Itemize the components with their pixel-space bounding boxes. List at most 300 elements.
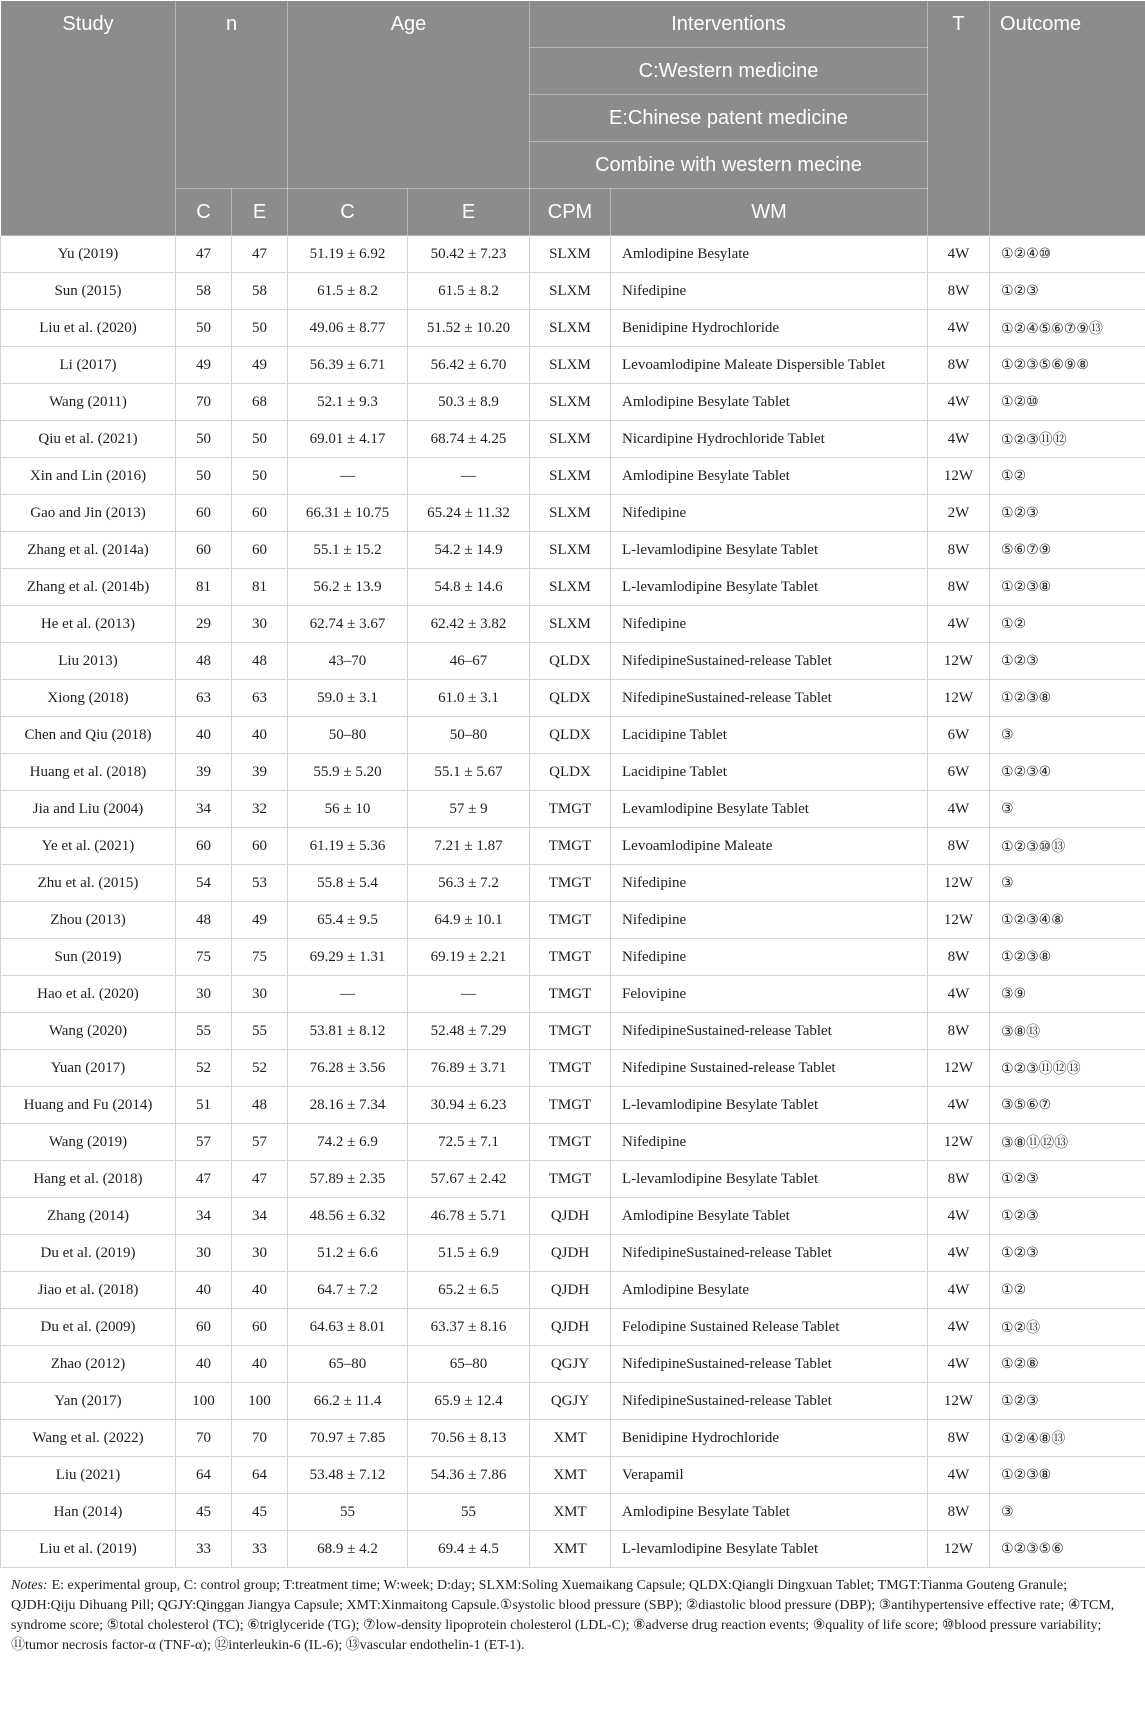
table-row (1, 1494, 1145, 1531)
cell-outcome: ③ (990, 717, 1145, 754)
cell-age-e: — (408, 458, 530, 495)
cell-study: Liu (2021) (1, 1457, 176, 1494)
cell-t: 12W (928, 680, 990, 717)
cell-n-c: 55 (176, 1013, 232, 1050)
cell-wm: NifedipineSustained-release Tablet (611, 1013, 928, 1050)
cell-age-c: 53.48 ± 7.12 (288, 1457, 408, 1494)
cell-n-e: 70 (232, 1420, 288, 1457)
cell-n-e: 48 (232, 643, 288, 680)
cell-t: 2W (928, 495, 990, 532)
cell-outcome: ③ (990, 791, 1145, 828)
cell-t: 12W (928, 458, 990, 495)
cell-cpm: TMGT (530, 1013, 611, 1050)
cell-study: Wang (2020) (1, 1013, 176, 1050)
cell-n-c: 63 (176, 680, 232, 717)
cell-wm: Nifedipine (611, 1124, 928, 1161)
table-row (1, 1198, 1145, 1235)
cell-cpm: SLXM (530, 347, 611, 384)
cell-age-c: 55 (288, 1494, 408, 1531)
cell-age-e: 69.4 ± 4.5 (408, 1531, 530, 1568)
cell-age-e: 51.52 ± 10.20 (408, 310, 530, 347)
cell-age-c: 53.81 ± 8.12 (288, 1013, 408, 1050)
cell-cpm: QJDH (530, 1309, 611, 1346)
cell-t: 8W (928, 828, 990, 865)
cell-age-c: 65–80 (288, 1346, 408, 1383)
cell-wm: Lacidipine Tablet (611, 754, 928, 791)
cell-study: Zhu et al. (2015) (1, 865, 176, 902)
cell-age-c: 52.1 ± 9.3 (288, 384, 408, 421)
cell-outcome: ①②③④⑧ (990, 902, 1145, 939)
cell-age-e: 61.0 ± 3.1 (408, 680, 530, 717)
cell-study: Xin and Lin (2016) (1, 458, 176, 495)
cell-age-e: 30.94 ± 6.23 (408, 1087, 530, 1124)
table-row (1, 1087, 1145, 1124)
table-row (1, 458, 1145, 495)
cell-study: Du et al. (2009) (1, 1309, 176, 1346)
cell-cpm: QLDX (530, 717, 611, 754)
cell-n-e: 75 (232, 939, 288, 976)
table-row (1, 421, 1145, 458)
cell-cpm: TMGT (530, 976, 611, 1013)
cell-outcome: ③ (990, 865, 1145, 902)
cell-t: 4W (928, 1346, 990, 1383)
cell-age-c: 64.63 ± 8.01 (288, 1309, 408, 1346)
cell-age-e: 72.5 ± 7.1 (408, 1124, 530, 1161)
cell-wm: Amlodipine Besylate Tablet (611, 1198, 928, 1235)
cell-cpm: TMGT (530, 1087, 611, 1124)
cell-age-e: 46–67 (408, 643, 530, 680)
table-row (1, 976, 1145, 1013)
cell-n-e: 63 (232, 680, 288, 717)
cell-t: 12W (928, 1531, 990, 1568)
cell-age-c: 74.2 ± 6.9 (288, 1124, 408, 1161)
cell-age-c: — (288, 976, 408, 1013)
cell-age-c: 51.19 ± 6.92 (288, 236, 408, 273)
cell-age-e: 56.3 ± 7.2 (408, 865, 530, 902)
cell-cpm: XMT (530, 1457, 611, 1494)
cell-study: Liu 2013) (1, 643, 176, 680)
cell-wm: Lacidipine Tablet (611, 717, 928, 754)
cell-age-c: 61.19 ± 5.36 (288, 828, 408, 865)
cell-study: Zhao (2012) (1, 1346, 176, 1383)
cell-outcome: ①②③⑪⑫⑬ (990, 1050, 1145, 1087)
cell-n-c: 33 (176, 1531, 232, 1568)
cell-t: 8W (928, 1420, 990, 1457)
cell-study: Huang and Fu (2014) (1, 1087, 176, 1124)
cell-t: 4W (928, 1235, 990, 1272)
cell-cpm: XMT (530, 1531, 611, 1568)
cell-cpm: QJDH (530, 1272, 611, 1309)
cell-study: Ye et al. (2021) (1, 828, 176, 865)
cell-age-c: 49.06 ± 8.77 (288, 310, 408, 347)
cell-wm: Nifedipine (611, 939, 928, 976)
cell-t: 8W (928, 347, 990, 384)
cell-n-c: 39 (176, 754, 232, 791)
table-row (1, 347, 1145, 384)
cell-n-c: 48 (176, 643, 232, 680)
cell-outcome: ①②③⑪⑫ (990, 421, 1145, 458)
cell-wm: Nifedipine (611, 902, 928, 939)
cell-study: Jiao et al. (2018) (1, 1272, 176, 1309)
cell-cpm: QLDX (530, 754, 611, 791)
cell-n-e: 47 (232, 236, 288, 273)
cell-wm: Felovipine (611, 976, 928, 1013)
cell-age-c: 76.28 ± 3.56 (288, 1050, 408, 1087)
cell-n-e: 52 (232, 1050, 288, 1087)
cell-age-e: 46.78 ± 5.71 (408, 1198, 530, 1235)
cell-cpm: SLXM (530, 421, 611, 458)
cell-n-e: 48 (232, 1087, 288, 1124)
notes-text: E: experimental group, C: control group; T:treatment time; W:week; D:day; SLXM:Soling Xuemaikang Capsule; QLDX:Qiangli Dingxuan Tablet; TMGT:Tianma Gouteng Granule; QJDH:Qiju Dihuang Pill; QGJY:Qinggan Jiangya Capsule; XMT:Xinmaitong Capsule.①systolic blood pressure (SBP); ②diastolic blood pressure (DBP); ③antihypertensive effective rate; ④TCM, syndrome score; ⑤total cholesterol (TC); ⑥triglyceride (TG); ⑦low-density lipoprotein cholesterol (LDL-C); ⑧adverse drug reaction events; ⑨quality of life score; ⑩blood pressure variability; ⑪tumor necrosis factor-α (TNF-α); ⑫interleukin-6 (IL-6); ⑬vascular endothelin-1 (ET-1). (11, 1578, 1115, 1653)
cell-wm: Felodipine Sustained Release Tablet (611, 1309, 928, 1346)
cell-age-c: 64.7 ± 7.2 (288, 1272, 408, 1309)
cell-wm: Amlodipine Besylate Tablet (611, 1494, 928, 1531)
cell-cpm: SLXM (530, 310, 611, 347)
cell-wm: L-levamlodipine Besylate Tablet (611, 569, 928, 606)
cell-age-c: 69.01 ± 4.17 (288, 421, 408, 458)
cell-age-c: — (288, 458, 408, 495)
cell-n-e: 68 (232, 384, 288, 421)
cell-wm: NifedipineSustained-release Tablet (611, 1383, 928, 1420)
cell-age-e: 68.74 ± 4.25 (408, 421, 530, 458)
cell-n-e: 50 (232, 458, 288, 495)
cell-wm: Nifedipine (611, 606, 928, 643)
table-row (1, 754, 1145, 791)
cell-n-e: 34 (232, 1198, 288, 1235)
cell-n-e: 50 (232, 421, 288, 458)
cell-n-e: 55 (232, 1013, 288, 1050)
cell-age-c: 43–70 (288, 643, 408, 680)
cell-study: Liu et al. (2020) (1, 310, 176, 347)
cell-wm: Levoamlodipine Maleate (611, 828, 928, 865)
cell-age-e: 63.37 ± 8.16 (408, 1309, 530, 1346)
cell-study: Hao et al. (2020) (1, 976, 176, 1013)
subheader-cpm: CPM (530, 189, 611, 236)
cell-t: 8W (928, 1013, 990, 1050)
cell-cpm: SLXM (530, 495, 611, 532)
cell-n-c: 70 (176, 1420, 232, 1457)
cell-outcome: ①② (990, 458, 1145, 495)
cell-age-c: 66.31 ± 10.75 (288, 495, 408, 532)
cell-cpm: QJDH (530, 1235, 611, 1272)
cell-study: Xiong (2018) (1, 680, 176, 717)
cell-study: Sun (2015) (1, 273, 176, 310)
cell-cpm: QLDX (530, 680, 611, 717)
cell-study: Liu et al. (2019) (1, 1531, 176, 1568)
cell-n-c: 75 (176, 939, 232, 976)
cell-n-e: 40 (232, 717, 288, 754)
cell-t: 12W (928, 1124, 990, 1161)
cell-cpm: TMGT (530, 1124, 611, 1161)
table-row (1, 495, 1145, 532)
table-row (1, 606, 1145, 643)
cell-age-c: 50–80 (288, 717, 408, 754)
cell-wm: Amlodipine Besylate (611, 1272, 928, 1309)
subheader-n-e: E (232, 189, 288, 236)
cell-age-e: 52.48 ± 7.29 (408, 1013, 530, 1050)
table-row (1, 1346, 1145, 1383)
cell-t: 4W (928, 1457, 990, 1494)
cell-n-e: 60 (232, 532, 288, 569)
cell-t: 12W (928, 643, 990, 680)
cell-t: 4W (928, 1309, 990, 1346)
cell-t: 8W (928, 569, 990, 606)
cell-age-e: 64.9 ± 10.1 (408, 902, 530, 939)
cell-age-c: 62.74 ± 3.67 (288, 606, 408, 643)
cell-study: Li (2017) (1, 347, 176, 384)
cell-n-c: 50 (176, 421, 232, 458)
cell-outcome: ③⑤⑥⑦ (990, 1087, 1145, 1124)
cell-n-c: 29 (176, 606, 232, 643)
subheader-age-e: E (408, 189, 530, 236)
cell-t: 4W (928, 421, 990, 458)
table-row (1, 865, 1145, 902)
cell-n-c: 48 (176, 902, 232, 939)
table-row (1, 569, 1145, 606)
cell-age-c: 51.2 ± 6.6 (288, 1235, 408, 1272)
cell-age-e: 76.89 ± 3.71 (408, 1050, 530, 1087)
cell-n-c: 52 (176, 1050, 232, 1087)
cell-study: Jia and Liu (2004) (1, 791, 176, 828)
cell-n-e: 39 (232, 754, 288, 791)
cell-n-c: 60 (176, 828, 232, 865)
cell-age-e: 65–80 (408, 1346, 530, 1383)
cell-outcome: ③⑧⑬ (990, 1013, 1145, 1050)
cell-n-e: 64 (232, 1457, 288, 1494)
cell-age-e: 56.42 ± 6.70 (408, 347, 530, 384)
cell-outcome: ③⑨ (990, 976, 1145, 1013)
cell-n-c: 64 (176, 1457, 232, 1494)
cell-cpm: SLXM (530, 606, 611, 643)
cell-cpm: TMGT (530, 1050, 611, 1087)
cell-study: Sun (2019) (1, 939, 176, 976)
cell-age-c: 28.16 ± 7.34 (288, 1087, 408, 1124)
cell-wm: Benidipine Hydrochloride (611, 310, 928, 347)
cell-outcome: ①②③⑤⑥ (990, 1531, 1145, 1568)
cell-outcome: ①②③ (990, 1198, 1145, 1235)
cell-n-e: 60 (232, 828, 288, 865)
cell-cpm: TMGT (530, 828, 611, 865)
cell-study: Wang (2019) (1, 1124, 176, 1161)
subheader-age-c: C (288, 189, 408, 236)
cell-outcome: ①②③⑩⑬ (990, 828, 1145, 865)
subheader-n-c: C (176, 189, 232, 236)
table-row (1, 532, 1145, 569)
cell-outcome: ①②③ (990, 495, 1145, 532)
cell-outcome: ①②⑩ (990, 384, 1145, 421)
header-chinese-patent-medicine: E:Chinese patent medicine (530, 95, 928, 142)
header-interventions: Interventions (530, 1, 928, 48)
cell-cpm: TMGT (530, 791, 611, 828)
cell-outcome: ①②③ (990, 643, 1145, 680)
cell-age-e: 54.8 ± 14.6 (408, 569, 530, 606)
table-row (1, 717, 1145, 754)
table-row (1, 902, 1145, 939)
cell-t: 8W (928, 273, 990, 310)
cell-wm: Nifedipine (611, 273, 928, 310)
header-combine-line: Combine with western mecine (530, 142, 928, 189)
cell-cpm: XMT (530, 1494, 611, 1531)
cell-cpm: XMT (530, 1420, 611, 1457)
cell-outcome: ①②③⑧ (990, 939, 1145, 976)
cell-cpm: TMGT (530, 865, 611, 902)
cell-outcome: ①② (990, 606, 1145, 643)
header-study: Study (1, 1, 176, 236)
cell-n-c: 60 (176, 1309, 232, 1346)
table-row (1, 236, 1145, 273)
table-row (1, 828, 1145, 865)
cell-n-c: 54 (176, 865, 232, 902)
cell-n-c: 70 (176, 384, 232, 421)
cell-study: Yan (2017) (1, 1383, 176, 1420)
cell-n-c: 57 (176, 1124, 232, 1161)
cell-wm: Nifedipine Sustained-release Tablet (611, 1050, 928, 1087)
cell-age-c: 55.8 ± 5.4 (288, 865, 408, 902)
cell-age-c: 56 ± 10 (288, 791, 408, 828)
cell-t: 6W (928, 754, 990, 791)
cell-study: Zhou (2013) (1, 902, 176, 939)
cell-wm: Amlodipine Besylate (611, 236, 928, 273)
cell-n-c: 58 (176, 273, 232, 310)
cell-age-c: 57.89 ± 2.35 (288, 1161, 408, 1198)
cell-age-e: 62.42 ± 3.82 (408, 606, 530, 643)
cell-n-e: 81 (232, 569, 288, 606)
cell-n-c: 30 (176, 1235, 232, 1272)
cell-age-e: 65.9 ± 12.4 (408, 1383, 530, 1420)
cell-t: 4W (928, 384, 990, 421)
table-row (1, 680, 1145, 717)
cell-n-e: 50 (232, 310, 288, 347)
cell-age-e: 50.3 ± 8.9 (408, 384, 530, 421)
cell-cpm: SLXM (530, 236, 611, 273)
table-row (1, 791, 1145, 828)
cell-outcome: ①②④⑧⑬ (990, 1420, 1145, 1457)
cell-n-c: 50 (176, 458, 232, 495)
table-row (1, 1161, 1145, 1198)
cell-n-e: 30 (232, 976, 288, 1013)
subheader-wm: WM (611, 189, 928, 236)
cell-n-c: 81 (176, 569, 232, 606)
cell-age-e: 7.21 ± 1.87 (408, 828, 530, 865)
cell-t: 8W (928, 939, 990, 976)
cell-n-c: 60 (176, 532, 232, 569)
table-row (1, 1235, 1145, 1272)
cell-t: 4W (928, 606, 990, 643)
cell-t: 4W (928, 236, 990, 273)
cell-cpm: SLXM (530, 532, 611, 569)
table-row (1, 1383, 1145, 1420)
cell-age-c: 56.2 ± 13.9 (288, 569, 408, 606)
cell-n-c: 50 (176, 310, 232, 347)
table-row (1, 310, 1145, 347)
cell-n-e: 30 (232, 1235, 288, 1272)
cell-outcome: ①②③ (990, 273, 1145, 310)
cell-wm: Amlodipine Besylate Tablet (611, 384, 928, 421)
cell-study: Chen and Qiu (2018) (1, 717, 176, 754)
table-row (1, 1531, 1145, 1568)
cell-n-c: 34 (176, 791, 232, 828)
cell-cpm: TMGT (530, 1161, 611, 1198)
cell-age-c: 55.9 ± 5.20 (288, 754, 408, 791)
cell-n-c: 40 (176, 1346, 232, 1383)
cell-cpm: QGJY (530, 1383, 611, 1420)
cell-age-e: — (408, 976, 530, 1013)
header-outcome: Outcome (990, 1, 1145, 236)
cell-outcome: ③⑧⑪⑫⑬ (990, 1124, 1145, 1161)
table-row (1, 1124, 1145, 1161)
cell-wm: L-levamlodipine Besylate Tablet (611, 1161, 928, 1198)
cell-cpm: TMGT (530, 902, 611, 939)
header-age: Age (288, 1, 530, 189)
table-row (1, 1272, 1145, 1309)
table-row (1, 273, 1145, 310)
table-notes (0, 1568, 1145, 1656)
cell-study: Du et al. (2019) (1, 1235, 176, 1272)
cell-age-e: 65.24 ± 11.32 (408, 495, 530, 532)
cell-t: 4W (928, 791, 990, 828)
cell-t: 12W (928, 1050, 990, 1087)
cell-outcome: ①②⑧ (990, 1346, 1145, 1383)
cell-outcome: ①②④⑤⑥⑦⑨⑬ (990, 310, 1145, 347)
cell-age-e: 51.5 ± 6.9 (408, 1235, 530, 1272)
cell-t: 8W (928, 1161, 990, 1198)
table-row (1, 1457, 1145, 1494)
cell-cpm: SLXM (530, 384, 611, 421)
cell-cpm: SLXM (530, 569, 611, 606)
cell-wm: Verapamil (611, 1457, 928, 1494)
cell-age-e: 65.2 ± 6.5 (408, 1272, 530, 1309)
notes-label: Notes: (11, 1578, 48, 1593)
cell-n-c: 40 (176, 717, 232, 754)
cell-cpm: SLXM (530, 458, 611, 495)
cell-study: Huang et al. (2018) (1, 754, 176, 791)
cell-outcome: ①②③⑤⑥⑨⑧ (990, 347, 1145, 384)
cell-t: 4W (928, 1198, 990, 1235)
cell-cpm: SLXM (530, 273, 611, 310)
cell-n-c: 30 (176, 976, 232, 1013)
cell-t: 8W (928, 1494, 990, 1531)
cell-outcome: ①②③⑧ (990, 569, 1145, 606)
cell-cpm: TMGT (530, 939, 611, 976)
cell-outcome: ①② (990, 1272, 1145, 1309)
table-row (1, 384, 1145, 421)
cell-study: Zhang et al. (2014b) (1, 569, 176, 606)
cell-wm: Levoamlodipine Maleate Dispersible Tablet (611, 347, 928, 384)
table-header (1, 1, 1145, 236)
cell-outcome: ①②③ (990, 1161, 1145, 1198)
cell-outcome: ①②④⑩ (990, 236, 1145, 273)
cell-age-c: 48.56 ± 6.32 (288, 1198, 408, 1235)
cell-n-e: 30 (232, 606, 288, 643)
cell-outcome: ①②③ (990, 1383, 1145, 1420)
cell-age-e: 50.42 ± 7.23 (408, 236, 530, 273)
cell-outcome: ①②③ (990, 1235, 1145, 1272)
cell-age-e: 57.67 ± 2.42 (408, 1161, 530, 1198)
table-row (1, 1309, 1145, 1346)
cell-outcome: ①②③④ (990, 754, 1145, 791)
cell-outcome: ①②③⑧ (990, 1457, 1145, 1494)
cell-age-e: 54.2 ± 14.9 (408, 532, 530, 569)
cell-n-e: 100 (232, 1383, 288, 1420)
cell-wm: NifedipineSustained-release Tablet (611, 643, 928, 680)
cell-t: 12W (928, 1383, 990, 1420)
cell-n-e: 58 (232, 273, 288, 310)
table-row (1, 1420, 1145, 1457)
cell-wm: NifedipineSustained-release Tablet (611, 1346, 928, 1383)
cell-age-c: 70.97 ± 7.85 (288, 1420, 408, 1457)
cell-wm: NifedipineSustained-release Tablet (611, 1235, 928, 1272)
cell-n-e: 47 (232, 1161, 288, 1198)
